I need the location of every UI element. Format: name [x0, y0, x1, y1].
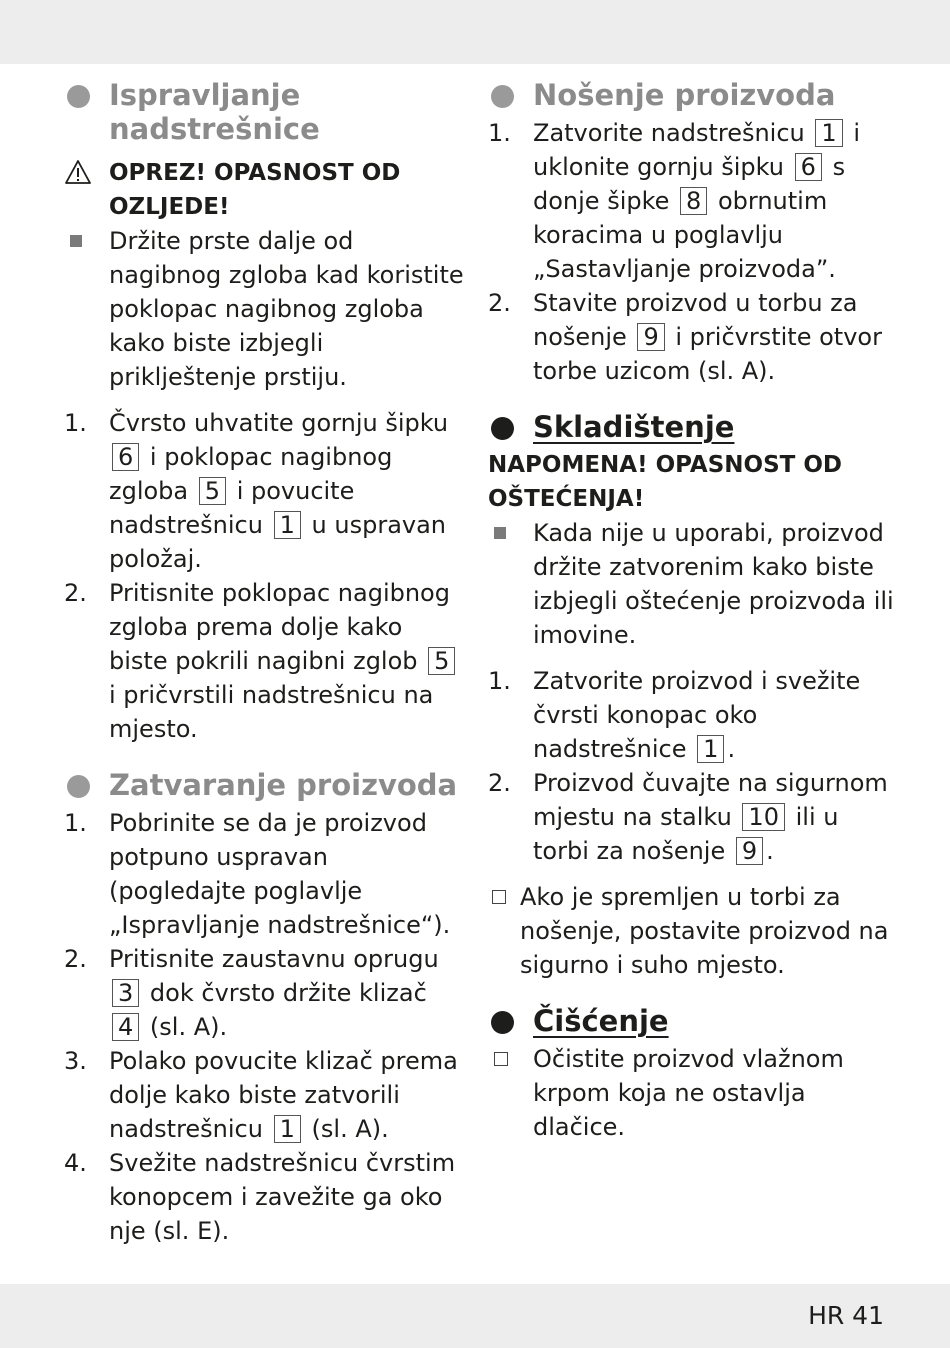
part-reference: 9: [736, 837, 763, 865]
list-item: Držite prste dalje od nagibnog zgloba kad koristite poklopac nagibnog zgloba kako biste izbjegli priklještenje prstiju.: [64, 224, 464, 394]
part-reference: 4: [112, 1013, 139, 1041]
part-reference: 6: [112, 443, 139, 471]
bullet-dot-icon: [491, 1011, 514, 1034]
part-reference: 6: [795, 153, 822, 181]
left-column: [64, 78, 464, 1248]
step-item: 1. Zatvorite nadstrešnicu 1 i uklonite gornju šipku 6 s donje šipke 8 obrnutim koracima u poglavlju „Sastavljanje proizvoda”.: [488, 119, 860, 283]
step-item: 2. Pritisnite zaustavnu oprugu 3 dok čvrsto držite klizač 4 (sl. A).: [64, 945, 439, 1041]
heading-nosenje: Nošenje proizvoda: [488, 78, 898, 112]
part-reference: 1: [274, 1115, 301, 1143]
step-item: 3. Polako povucite klizač prema dolje kako biste zatvorili nadstrešnicu 1 (sl. A).: [64, 1047, 458, 1143]
top-band: [0, 0, 950, 64]
step-item: 1. Zatvorite proizvod i svežite čvrsti konopac oko nadstrešnice 1 .: [488, 667, 861, 763]
checklist-item: Ako je spremljen u torbi za nošenje, postavite proizvod na sigurno i suho mjesto.: [488, 880, 898, 982]
part-reference: 1: [697, 735, 724, 763]
warning-caution: OPREZ! OPASNOST OD OZLJEDE!: [64, 156, 464, 224]
heading-zatvaranje: Zatvaranje proizvoda: [64, 768, 464, 802]
part-reference: 5: [199, 477, 226, 505]
bullet-dot-icon: [491, 417, 514, 440]
square-bullet-icon: [494, 527, 506, 539]
list-item: Kada nije u uporabi, proizvod držite zatvorenim kako biste izbjegli oštećenje proizvoda ili imovine.: [488, 516, 898, 652]
step-item: 2. Pritisnite poklopac nagibnog zgloba prema dolje kako biste pokrili nagibni zglob 5 i pričvrstili nadstrešnicu na mjesto.: [64, 576, 464, 746]
bullet-dot-icon: [491, 85, 514, 108]
step-item: 4. Svežite nadstrešnicu čvrstim konopcem i zavežite ga oko nje (sl. E).: [64, 1149, 456, 1245]
part-reference: 8: [680, 187, 707, 215]
step-item: 2. Proizvod čuvajte na sigurnom mjestu na stalku 10 ili u torbi za nošenje 9 .: [488, 769, 888, 865]
step-item: 2. Stavite proizvod u torbu za nošenje 9 i pričvrstite otvor torbe uzicom (sl. A).: [488, 289, 882, 385]
part-reference: 9: [637, 323, 664, 351]
heading-skladistenje: Skladištenje: [488, 410, 898, 444]
square-bullet-icon: [70, 235, 82, 247]
heading-ispravljanje: Ispravljanje nadstrešnice: [64, 78, 464, 146]
heading-ciscenje: Čišćenje: [488, 1004, 898, 1038]
part-reference: 5: [428, 647, 455, 675]
bullet-dot-icon: [67, 85, 90, 108]
step-item: 1. Pobrinite se da je proizvod potpuno uspravan (pogledajte poglavlje „Ispravljanje nadstrešnice“).: [64, 809, 451, 939]
step-item: 1. Čvrsto uhvatite gornju šipku 6 i poklopac nagibnog zgloba 5 i povucite nadstrešnicu 1 u uspravan položaj.: [64, 409, 449, 573]
checklist-item: Očistite proizvod vlažnom krpom koja ne ostavlja dlačice.: [488, 1042, 898, 1144]
part-reference: 1: [815, 119, 842, 147]
part-reference: 10: [742, 803, 785, 831]
part-reference: 1: [274, 511, 301, 539]
checkbox-square-icon: [492, 890, 506, 904]
warning-triangle-icon: [64, 158, 92, 186]
bullet-dot-icon: [67, 775, 90, 798]
warning-note: NAPOMENA! OPASNOST OD OŠTEĆENJA!: [488, 452, 842, 512]
page-number: HR 41: [808, 1301, 884, 1330]
right-column: [488, 78, 898, 1144]
part-reference: 3: [112, 979, 139, 1007]
checkbox-square-icon: [494, 1052, 508, 1066]
